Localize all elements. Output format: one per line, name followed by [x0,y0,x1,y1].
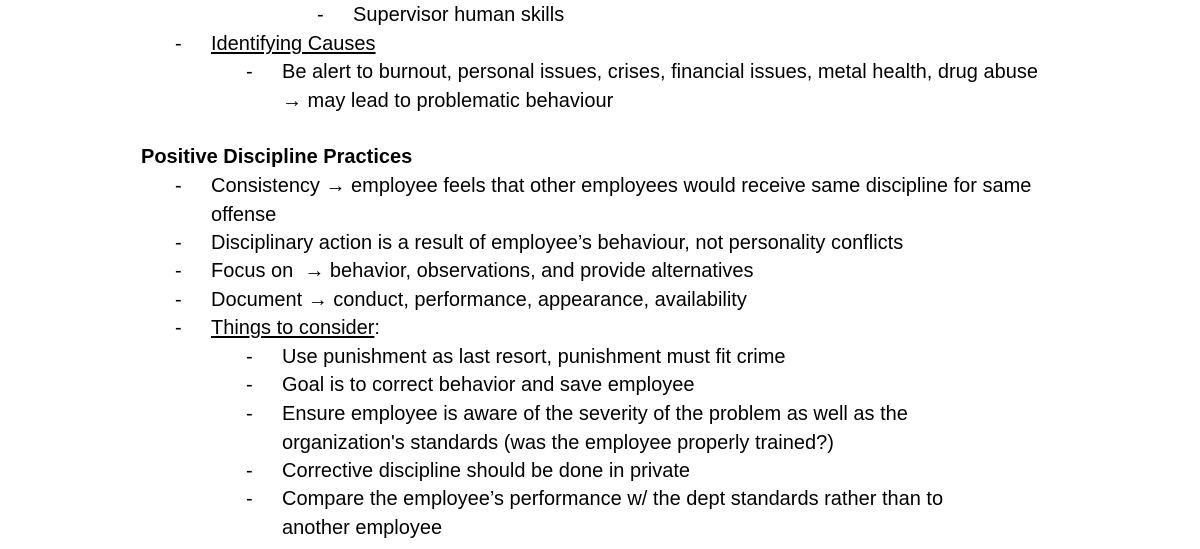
bullet: - [175,260,182,282]
bullet: - [246,403,253,425]
list-item-supervisor-skills: Supervisor human skills [353,4,565,26]
list-item-disciplinary-action: Disciplinary action is a result of employee’s behaviour, not personality conflicts [211,232,904,254]
bullet: - [317,4,324,26]
bullet: - [175,289,182,311]
bullet: - [175,175,182,197]
bullet: - [246,346,253,368]
consider-item-punishment: Use punishment as last resort, punishment must fit crime [282,346,786,368]
consider-item-private: Corrective discipline should be done in private [282,460,691,482]
consider-item-compare: Compare the employee’s performance w/ the dept standards rather than to another employee [282,488,944,539]
list-item-focus-on: Focus on → behavior, observations, and provide alternatives [211,260,754,282]
bullet: - [175,232,182,254]
things-to-consider-suffix: : [374,317,380,339]
list-item-document: Document → conduct, performance, appearance, availability [211,289,747,311]
bullet: - [246,460,253,482]
section-heading: Positive Discipline Practices [141,146,413,168]
consider-item-goal: Goal is to correct behavior and save employee [282,374,695,396]
identifying-causes-sub-item: Be alert to burnout, personal issues, crises, financial issues, metal health, drug abuse → may lead to problematic behaviour [282,61,1038,112]
bullet: - [175,33,182,55]
list-item-consistency: Consistency → employee feels that other employees would receive same discipline for same offense [211,175,1032,226]
bullet: - [246,61,253,83]
bullet: - [246,488,253,510]
bullet: - [175,317,182,339]
identifying-causes-label: Identifying Causes [211,33,376,55]
things-to-consider [211,314,1111,343]
things-to-consider-label: Things to consider [211,317,375,339]
bullet: - [246,374,253,396]
consider-item-ensure-aware: Ensure employee is aware of the severity of the problem as well as the organization's standards (was the employee properly trained?) [282,403,908,454]
